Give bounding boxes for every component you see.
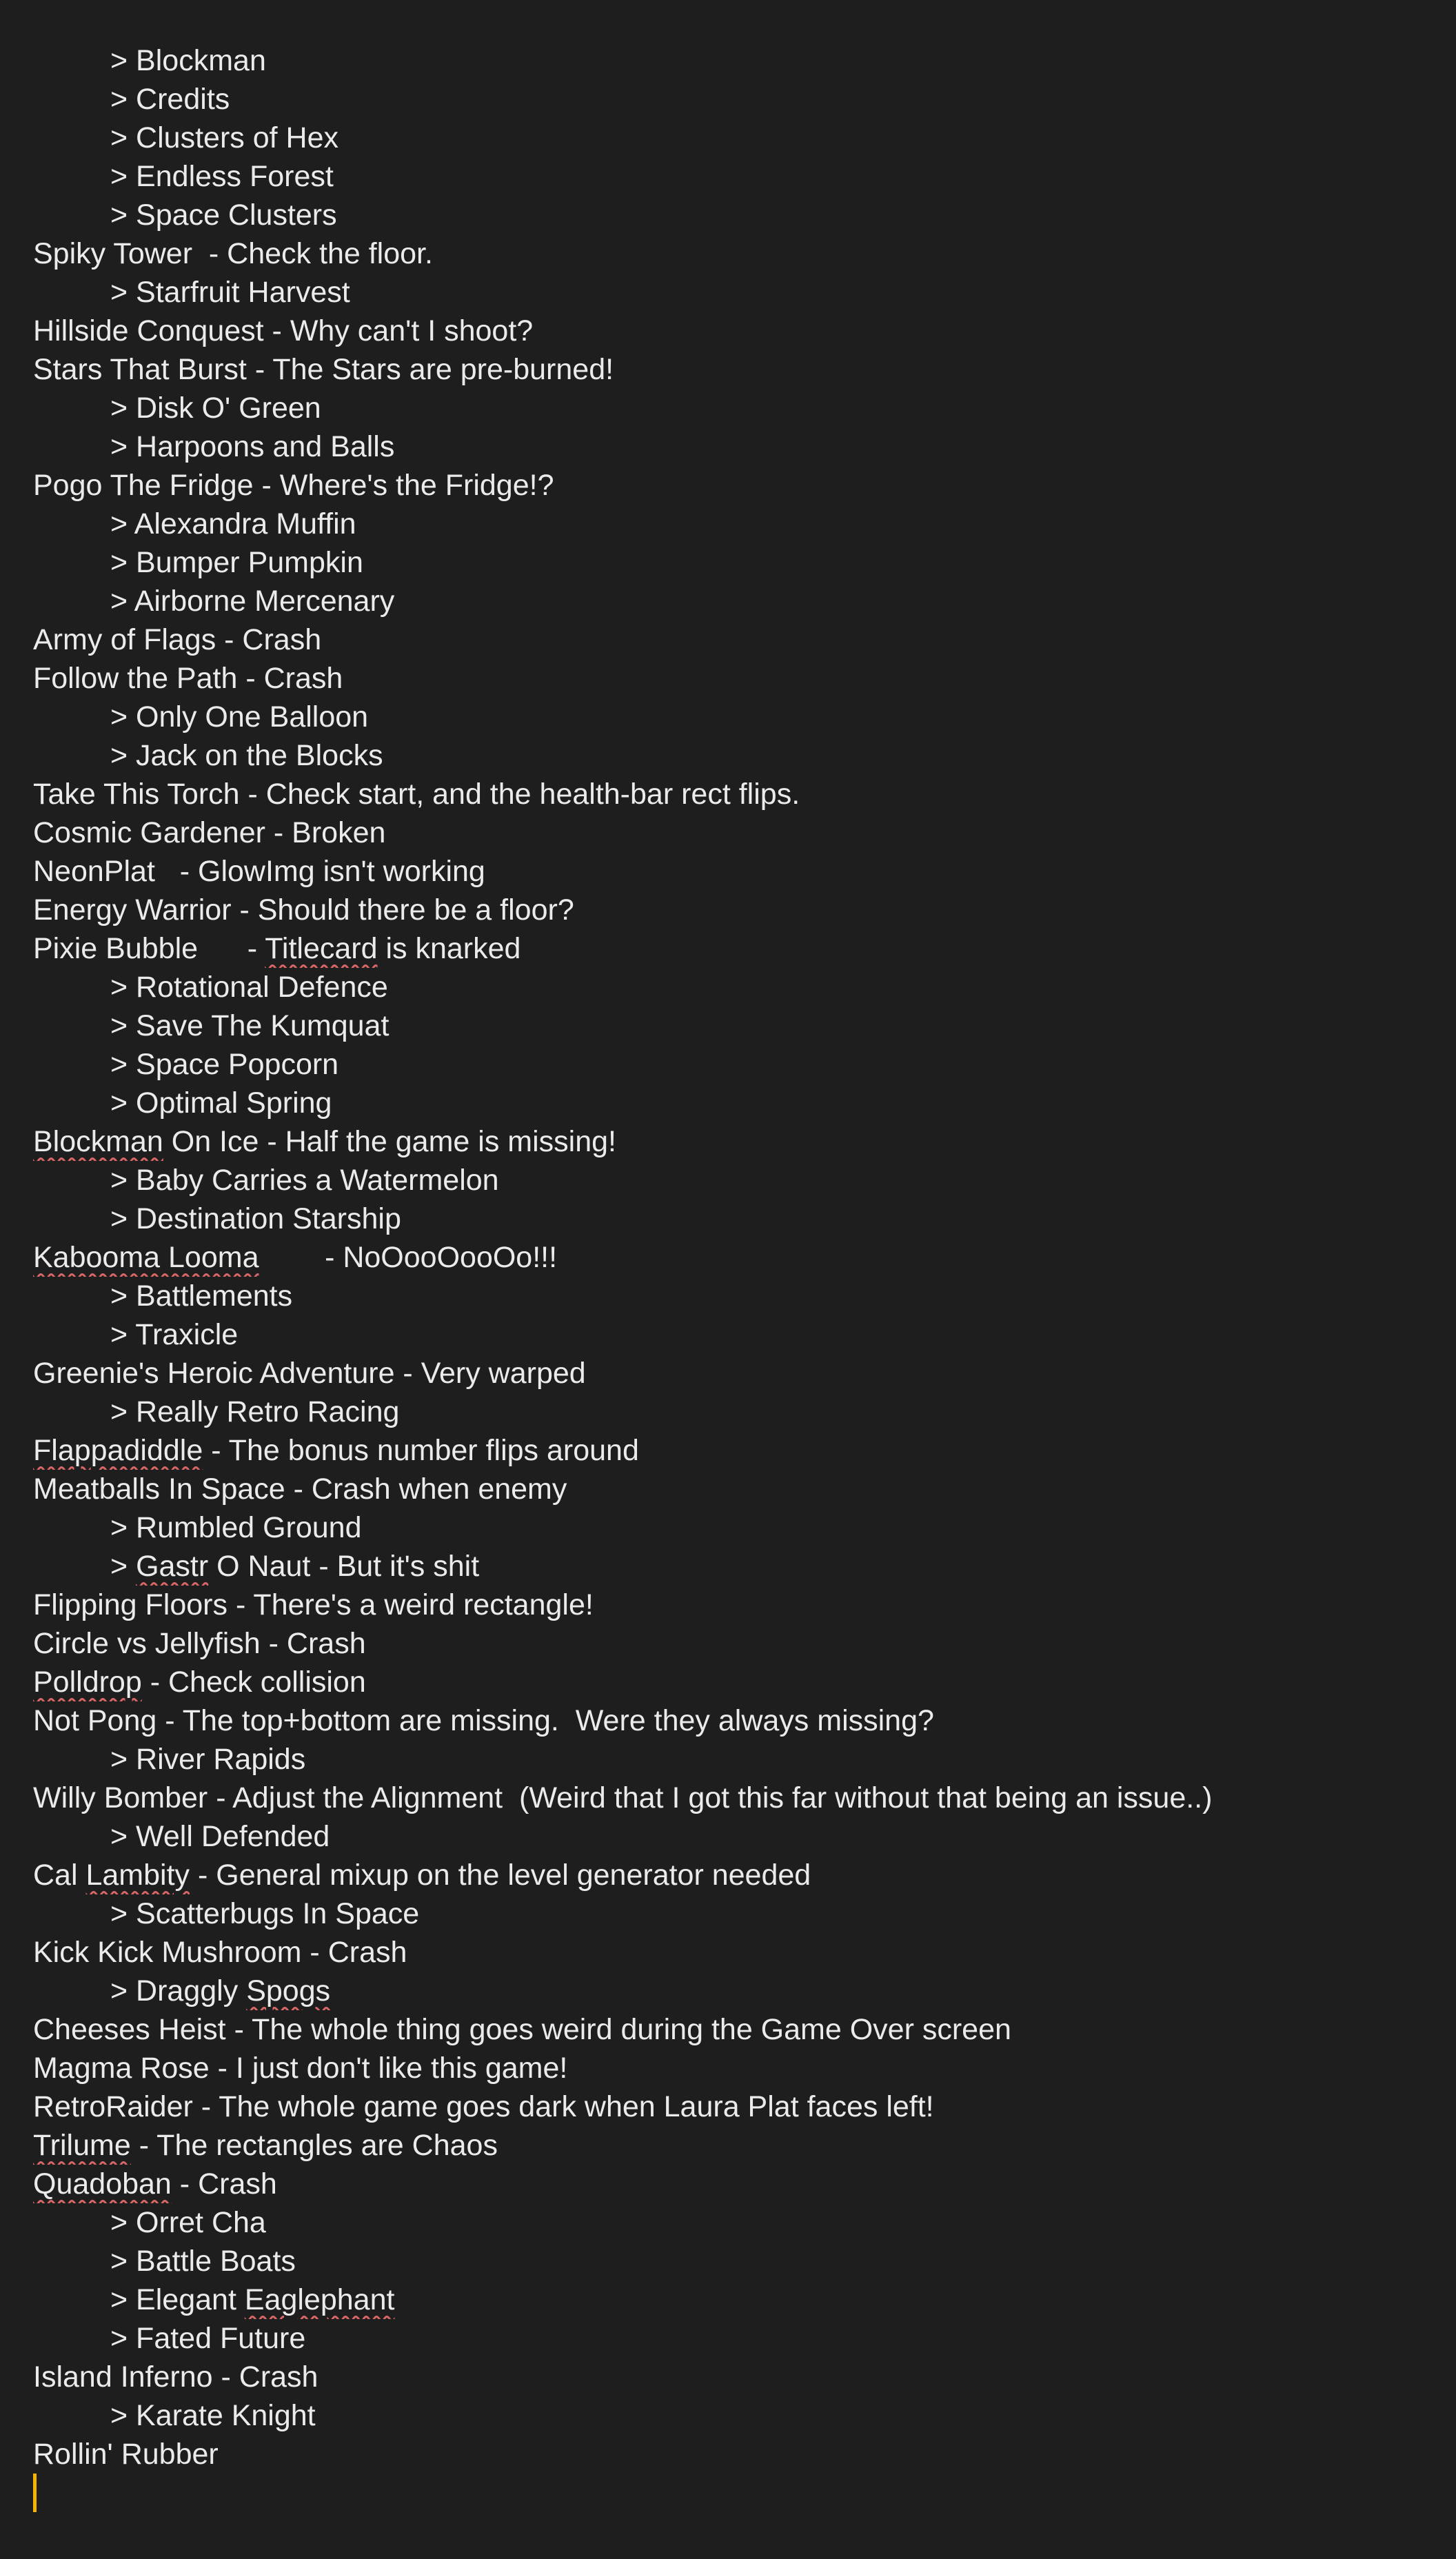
text-line[interactable] — [33, 1856, 1439, 1894]
line-text: Meatballs In Space - Crash when enemy — [33, 1473, 567, 1506]
line-text: NeonPlat - GlowImg isn't working — [33, 855, 485, 888]
line-text: > Orret Cha — [110, 2206, 266, 2239]
line-text: > Clusters of Hex — [110, 121, 338, 154]
line-text: > Draggly — [110, 1974, 247, 2007]
text-line[interactable] — [33, 1470, 1439, 1508]
misspelled-word[interactable]: Eaglephant — [244, 2283, 395, 2316]
text-line[interactable] — [33, 1663, 1439, 1701]
indented-list-line[interactable] — [33, 2396, 1439, 2435]
indented-list-line[interactable] — [33, 2242, 1439, 2280]
indented-list-line[interactable] — [33, 698, 1439, 736]
indented-list-line[interactable] — [33, 1084, 1439, 1122]
indented-list-line[interactable] — [33, 157, 1439, 196]
line-text: Willy Bomber - Adjust the Alignment (Weird that I got this far without that being an issue..) — [33, 1781, 1213, 1814]
indented-list-line[interactable] — [33, 41, 1439, 80]
indented-list-line[interactable] — [33, 582, 1439, 620]
line-text: Circle vs Jellyfish - Crash — [33, 1627, 366, 1660]
line-text: > Disk O' Green — [110, 392, 321, 425]
line-text: Hillside Conquest - Why can't I shoot? — [33, 314, 534, 347]
line-text: Rollin' Rubber — [33, 2438, 219, 2471]
indented-list-line[interactable] — [33, 1161, 1439, 1200]
indented-list-line[interactable] — [33, 80, 1439, 119]
indented-list-line[interactable] — [33, 1817, 1439, 1856]
indented-list-line[interactable] — [33, 1315, 1439, 1354]
line-text: > Scatterbugs In Space — [110, 1897, 420, 1930]
line-text: > Credits — [110, 83, 230, 116]
text-line[interactable] — [33, 2087, 1439, 2126]
line-text: > Traxicle — [110, 1318, 239, 1351]
line-text-after: - The rectangles are Chaos — [130, 2129, 498, 2162]
line-text-after: - Crash — [171, 2167, 277, 2201]
line-text: > Baby Carries a Watermelon — [110, 1164, 499, 1197]
line-text: Pogo The Fridge - Where's the Fridge!? — [33, 469, 554, 502]
line-text: > Rotational Defence — [110, 971, 388, 1004]
line-text-after: - Check collision — [141, 1666, 366, 1699]
line-text: Not Pong - The top+bottom are missing. Were they always missing? — [33, 1704, 934, 1737]
line-text: > Airborne Mercenary — [110, 585, 395, 618]
misspelled-word[interactable]: Blockman — [33, 1125, 163, 1158]
indented-list-line[interactable] — [33, 1894, 1439, 1933]
indented-list-line[interactable] — [33, 1508, 1439, 1547]
line-text: Pixie Bubble - — [33, 932, 265, 965]
indented-list-line[interactable] — [33, 119, 1439, 157]
indented-list-line[interactable] — [33, 2280, 1439, 2319]
indented-list-line[interactable] — [33, 2319, 1439, 2358]
line-text-after: - NoOooOooOo!!! — [259, 1241, 558, 1274]
text-line[interactable] — [33, 2165, 1439, 2203]
indented-list-line[interactable] — [33, 505, 1439, 543]
line-text: > Well Defended — [110, 1820, 330, 1853]
line-text: Follow the Path - Crash — [33, 662, 343, 695]
text-editor-document[interactable] — [33, 41, 1439, 2512]
line-text: Kick Kick Mushroom - Crash — [33, 1936, 407, 1969]
text-line[interactable] — [33, 1701, 1439, 1740]
line-text: Army of Flags - Crash — [33, 623, 322, 656]
line-text-after: On Ice - Half the game is missing! — [163, 1125, 616, 1158]
line-text-after: is knarked — [377, 932, 521, 965]
line-text: > Only One Balloon — [110, 700, 369, 734]
text-line[interactable] — [33, 234, 1439, 273]
text-line[interactable] — [33, 2358, 1439, 2396]
line-text: Greenie's Heroic Adventure - Very warped — [33, 1357, 586, 1390]
line-text: Cosmic Gardener - Broken — [33, 816, 386, 849]
line-text: > — [110, 1550, 136, 1583]
indented-list-line[interactable] — [33, 1547, 1439, 1586]
line-text: > Optimal Spring — [110, 1086, 332, 1120]
line-text: > Jack on the Blocks — [110, 739, 383, 772]
misspelled-word[interactable]: Titlecard — [265, 932, 378, 965]
line-text: > Battle Boats — [110, 2245, 296, 2278]
line-text: > Harpoons and Balls — [110, 430, 395, 463]
line-text: Island Inferno - Crash — [33, 2360, 318, 2394]
text-caret — [33, 2474, 37, 2512]
indented-list-line[interactable] — [33, 427, 1439, 466]
line-text: > Rumbled Ground — [110, 1511, 362, 1544]
misspelled-word[interactable]: Lambity — [85, 1859, 190, 1892]
indented-list-line[interactable] — [33, 543, 1439, 582]
text-line[interactable] — [33, 312, 1439, 350]
indented-list-line[interactable] — [33, 1045, 1439, 1084]
text-line[interactable] — [33, 1354, 1439, 1393]
line-text: > Really Retro Racing — [110, 1395, 400, 1428]
line-text: Energy Warrior - Should there be a floor? — [33, 893, 574, 927]
indented-list-line[interactable] — [33, 1740, 1439, 1779]
line-text: Stars That Burst - The Stars are pre-burned! — [33, 353, 614, 386]
text-line[interactable] — [33, 350, 1439, 389]
misspelled-word[interactable]: Flappadiddle — [33, 1434, 203, 1467]
line-text: RetroRaider - The whole game goes dark when Laura Plat faces left! — [33, 2090, 934, 2123]
indented-list-line[interactable] — [33, 1972, 1439, 2010]
text-line[interactable] — [33, 891, 1439, 929]
line-text: > Elegant — [110, 2283, 245, 2316]
line-text: > Battlements — [110, 1280, 293, 1313]
indented-list-line[interactable] — [33, 1277, 1439, 1315]
line-text: Flipping Floors - There's a weird rectangle! — [33, 1588, 594, 1621]
indented-list-line[interactable] — [33, 273, 1439, 312]
text-line[interactable] — [33, 1431, 1439, 1470]
line-text: > Destination Starship — [110, 1202, 401, 1235]
text-line[interactable] — [33, 1933, 1439, 1972]
line-text: > River Rapids — [110, 1743, 306, 1776]
misspelled-word[interactable]: Trilume — [33, 2129, 131, 2162]
line-text: > Save The Kumquat — [110, 1009, 390, 1042]
indented-list-line[interactable] — [33, 196, 1439, 234]
line-text-after: - General mixup on the level generator needed — [190, 1859, 811, 1892]
indented-list-line[interactable] — [33, 2203, 1439, 2242]
line-text: Cheeses Heist - The whole thing goes weird during the Game Over screen — [33, 2013, 1011, 2046]
text-line[interactable] — [33, 1122, 1439, 1161]
line-text: > Starfruit Harvest — [110, 276, 350, 309]
line-text: > Space Popcorn — [110, 1048, 339, 1081]
line-text: > Blockman — [110, 44, 266, 77]
line-text: Cal — [33, 1859, 86, 1892]
text-line[interactable] — [33, 852, 1439, 891]
indented-list-line[interactable] — [33, 968, 1439, 1007]
misspelled-word[interactable]: Kabooma Looma — [33, 1241, 259, 1274]
line-text: Spiky Tower - Check the floor. — [33, 237, 433, 270]
misspelled-word[interactable]: Gastr — [136, 1550, 209, 1583]
text-line[interactable] — [33, 2049, 1439, 2087]
text-line[interactable] — [33, 775, 1439, 813]
line-text-after: - The bonus number flips around — [203, 1434, 639, 1467]
line-text: > Fated Future — [110, 2322, 306, 2355]
text-line[interactable] — [33, 1779, 1439, 1817]
text-line[interactable] — [33, 659, 1439, 698]
line-text: > Karate Knight — [110, 2399, 316, 2432]
indented-list-line[interactable] — [33, 389, 1439, 427]
misspelled-word[interactable]: Spogs — [246, 1974, 331, 2007]
text-line[interactable] — [33, 813, 1439, 852]
text-line[interactable] — [33, 1624, 1439, 1663]
text-line[interactable] — [33, 2010, 1439, 2049]
text-line[interactable] — [33, 2435, 1439, 2474]
text-line[interactable] — [33, 1238, 1439, 1277]
line-text-after: O Naut - But it's shit — [208, 1550, 480, 1583]
text-line[interactable] — [33, 466, 1439, 505]
text-line[interactable] — [33, 620, 1439, 659]
text-line[interactable] — [33, 1586, 1439, 1624]
indented-list-line[interactable] — [33, 736, 1439, 775]
line-text: > Endless Forest — [110, 160, 334, 193]
text-line[interactable] — [33, 2126, 1439, 2165]
indented-list-line[interactable] — [33, 1200, 1439, 1238]
line-text: > Bumper Pumpkin — [110, 546, 363, 579]
misspelled-word[interactable]: Polldrop — [33, 1666, 142, 1699]
line-text: Magma Rose - I just don't like this game! — [33, 2052, 568, 2085]
empty-line[interactable] — [33, 2474, 1439, 2512]
line-text: > Alexandra Muffin — [110, 507, 356, 540]
indented-list-line[interactable] — [33, 1393, 1439, 1431]
text-line[interactable] — [33, 929, 1439, 968]
misspelled-word[interactable]: Quadoban — [33, 2167, 172, 2201]
line-text: > Space Clusters — [110, 199, 337, 232]
indented-list-line[interactable] — [33, 1007, 1439, 1045]
line-text: Take This Torch - Check start, and the health-bar rect flips. — [33, 778, 800, 811]
